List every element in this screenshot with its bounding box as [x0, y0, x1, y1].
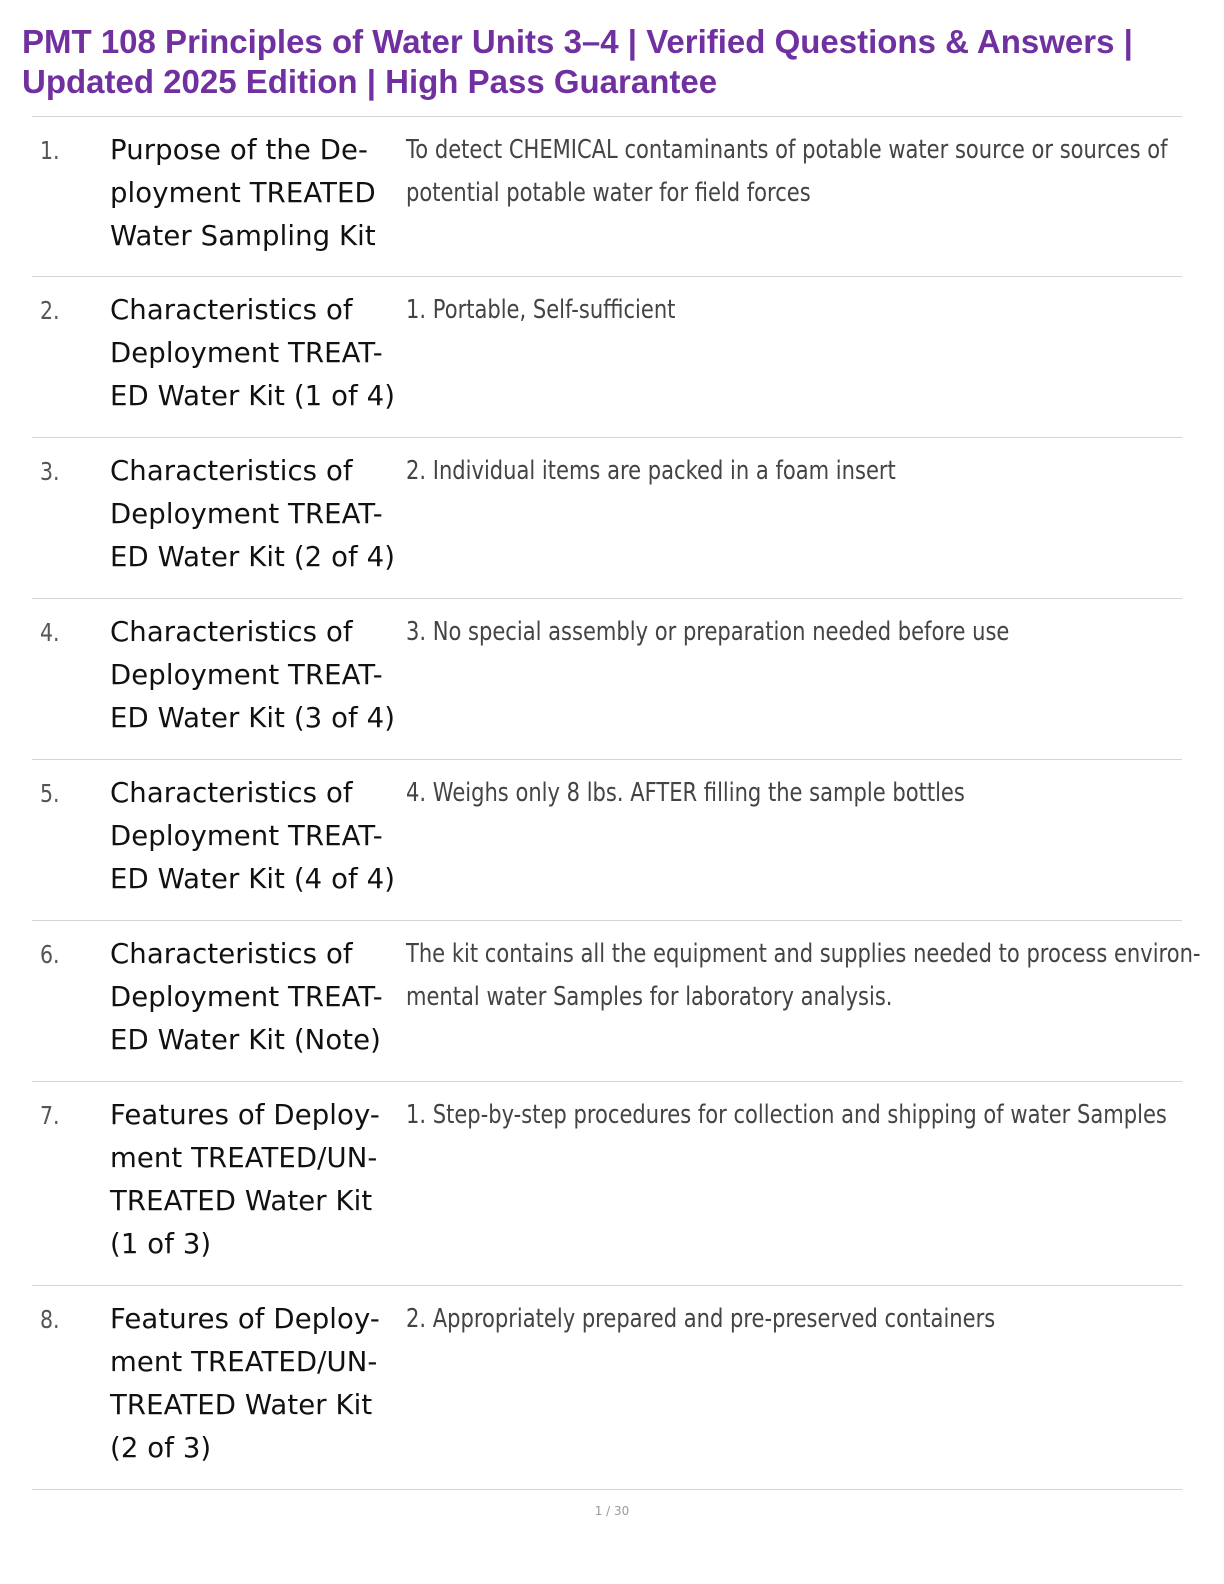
card-question [110, 129, 406, 258]
card-question [110, 611, 406, 740]
flashcard-item [32, 599, 1182, 760]
card-number: 3. [40, 457, 60, 486]
card-question [110, 450, 406, 579]
card-number: 1. [40, 136, 60, 165]
card-answer [406, 611, 1132, 654]
card-answer [406, 1298, 1132, 1341]
question-line: ployment TREATED [110, 177, 376, 209]
page-number: 1 / 30 [594, 1504, 630, 1518]
card-number: 6. [40, 940, 60, 969]
question-line: Features of Deploy- [110, 1099, 380, 1131]
question-line: Deployment TREAT- [110, 498, 383, 530]
question-line: Characteristics of [110, 294, 353, 326]
question-line: ED Water Kit (4 of 4) [110, 863, 396, 895]
flashcard-item [32, 277, 1182, 438]
flashcard-item [32, 117, 1182, 277]
answer-line: 3. No special assembly or preparation needed before use [406, 617, 1010, 647]
card-question [110, 772, 406, 901]
question-line: Deployment TREAT- [110, 820, 383, 852]
card-answer [406, 450, 1132, 493]
document-title: PMT 108 Principles of Water Units 3–4 | Verified Questions & Answers | Updated 2025 Edition | High Pass Guarantee [22, 23, 1133, 100]
card-question [110, 1298, 406, 1470]
card-number: 8. [40, 1305, 60, 1334]
flashcard-item [32, 921, 1201, 1082]
question-line: Deployment TREAT- [110, 659, 383, 691]
answer-line: To detect CHEMICAL contaminants of potable water source or sources of [406, 135, 1168, 165]
question-line: Characteristics of [110, 938, 353, 970]
question-line: Deployment TREAT- [110, 981, 383, 1013]
card-question [110, 289, 406, 418]
question-line: ED Water Kit (2 of 4) [110, 541, 396, 573]
flashcard-item [32, 438, 1182, 599]
answer-line: The kit contains all the equipment and supplies needed to process environ- [406, 939, 1201, 969]
question-line: Characteristics of [110, 777, 353, 809]
question-line: (2 of 3) [110, 1432, 212, 1464]
card-question [110, 933, 406, 1062]
answer-line: 1. Step-by-step procedures for collection and shipping of water Samples [406, 1100, 1167, 1130]
question-line: TREATED Water Kit [110, 1185, 373, 1217]
question-line: Purpose of the De- [110, 134, 369, 166]
flashcard-item [32, 1082, 1182, 1286]
card-answer [406, 1094, 1167, 1137]
card-answer [406, 933, 1201, 1019]
card-answer [406, 129, 1168, 215]
question-line: TREATED Water Kit [110, 1389, 373, 1421]
question-line: Water Sampling Kit [110, 220, 376, 252]
question-line: Deployment TREAT- [110, 337, 383, 369]
question-line: Characteristics of [110, 616, 353, 648]
answer-line: 2. Individual items are packed in a foam insert [406, 456, 896, 486]
question-line: ED Water Kit (3 of 4) [110, 702, 396, 734]
card-answer [406, 772, 1132, 815]
answer-line: 4. Weighs only 8 lbs. AFTER filling the sample bottles [406, 778, 965, 808]
card-answer [406, 289, 1132, 332]
question-line: Features of Deploy- [110, 1303, 380, 1335]
answer-line: potential potable water for field forces [406, 178, 811, 208]
card-number: 4. [40, 618, 60, 647]
card-question [110, 1094, 406, 1266]
card-number: 5. [40, 779, 60, 808]
question-line: Characteristics of [110, 455, 353, 487]
flashcard-item [32, 760, 1182, 921]
answer-line: mental water Samples for laboratory analysis. [406, 982, 893, 1012]
answer-line: 1. Portable, Self-sufficient [406, 295, 676, 325]
flashcard-item [32, 1286, 1182, 1490]
question-line: (1 of 3) [110, 1228, 212, 1260]
flashcard-list [32, 117, 1201, 1490]
card-number: 7. [40, 1101, 60, 1130]
answer-line: 2. Appropriately prepared and pre-preserved containers [406, 1304, 996, 1334]
question-line: ment TREATED/UN- [110, 1142, 378, 1174]
question-line: ED Water Kit (Note) [110, 1024, 381, 1056]
question-line: ED Water Kit (1 of 4) [110, 380, 396, 412]
question-line: ment TREATED/UN- [110, 1346, 378, 1378]
card-number: 2. [40, 296, 60, 325]
